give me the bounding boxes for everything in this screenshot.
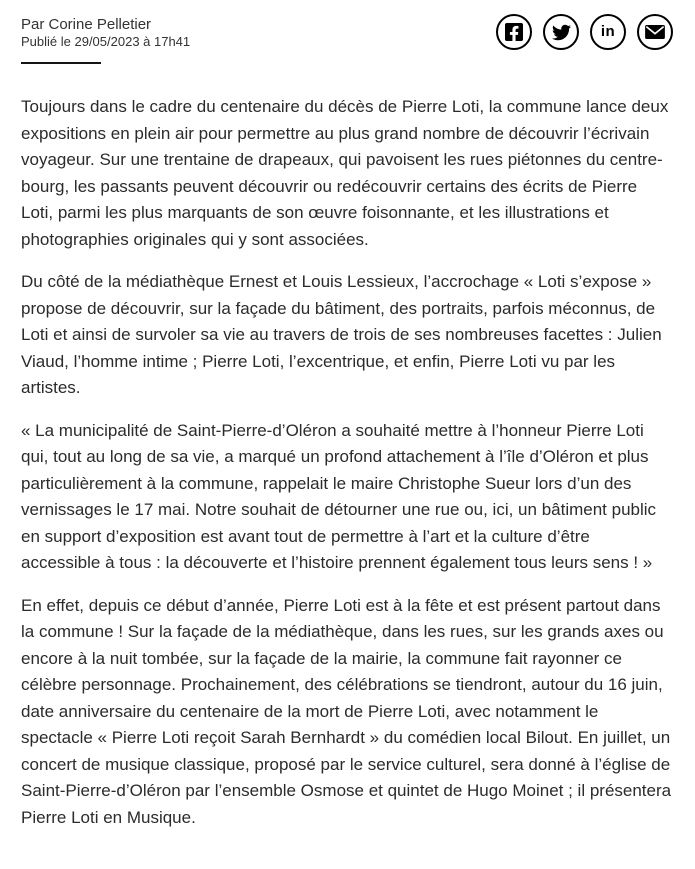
article-paragraph-2: Du côté de la médiathèque Ernest et Louis Lessieux, l’accrochage « Loti s’expose » propose de découvrir, sur la façade du bâtiment, des portraits, parfois méconnus, de Loti et ainsi de survoler sa vie au travers de trois de ses nombreuses facettes : Julien Viaud, l’homme intime ; Pierre Loti, l’excentrique, et enfin, Pierre Loti vu par les artistes. xyxy=(21,272,662,397)
author-byline: Par Corine Pelletier xyxy=(21,16,152,33)
byline-divider xyxy=(21,62,101,64)
article-body xyxy=(21,94,673,831)
article-header xyxy=(21,14,673,64)
publish-date: Publié le 29/05/2023 à 17h41 xyxy=(21,34,191,49)
envelope-icon xyxy=(645,25,665,39)
article-paragraph-4: En effet, depuis ce début d’année, Pierre Loti est à la fête et est présent partout dans la commune ! Sur la façade de la médiathèque, dans les rues, sur les grands axes ou encore à la nuit tombée, sur la façade de la mairie, la commune fait rayonner ce célèbre personnage. Prochainement, des célébrations se tiendront, autour du 16 juin, date anniversaire du centenaire de la mort de Pierre Loti, avec notamment le spectacle « Pierre Loti reçoit Sarah Bernhardt » du comédien local Bilout. En juillet, un concert de musique classique, proposé par le service culturel, sera donné à l’église de Saint-Pierre-d’Oléron par l’ensemble Osmose et quintet de Hugo Moinet ; il présentera Pierre Loti en Musique. xyxy=(21,595,672,827)
byline xyxy=(21,14,190,64)
article-paragraph-3: « La municipalité de Saint-Pierre-d’Oléron a souhaité mettre à l’honneur Pierre Loti qui, tout au long de sa vie, a marqué un profond attachement à l’île d’Oléron et plus particulièrement à la commune, rappelait le maire Christophe Sueur lors d’un des vernissages le 17 mai. Notre souhait de détourner une rue ou, ici, un bâtiment public en support d’exposition est avant tout de permettre à l’art et la culture d’être accessible à tous : la découverte et l’histoire prennent également tous leurs sens ! » xyxy=(21,420,657,572)
facebook-icon xyxy=(505,23,523,41)
twitter-share-button[interactable] xyxy=(543,14,579,50)
linkedin-share-button[interactable] xyxy=(590,14,626,50)
share-buttons xyxy=(496,14,673,50)
article-paragraph-1: Toujours dans le cadre du centenaire du décès de Pierre Loti, la commune lance deux expositions en plein air pour permettre au plus grand nombre de découvrir l’écrivain voyageur. Sur une trentaine de drapeaux, qui pavoisent les rues piétonnes du centre-bourg, les passants peuvent découvrir ou redécouvrir certains des écrits de Pierre Loti, parmi les plus marquants de son œuvre foisonnante, et les illustrations et photographies originales qui y sont associées. xyxy=(21,97,669,249)
facebook-share-button[interactable] xyxy=(496,14,532,50)
twitter-icon xyxy=(552,23,571,42)
linkedin-icon: in xyxy=(600,22,616,40)
email-share-button[interactable] xyxy=(637,14,673,50)
